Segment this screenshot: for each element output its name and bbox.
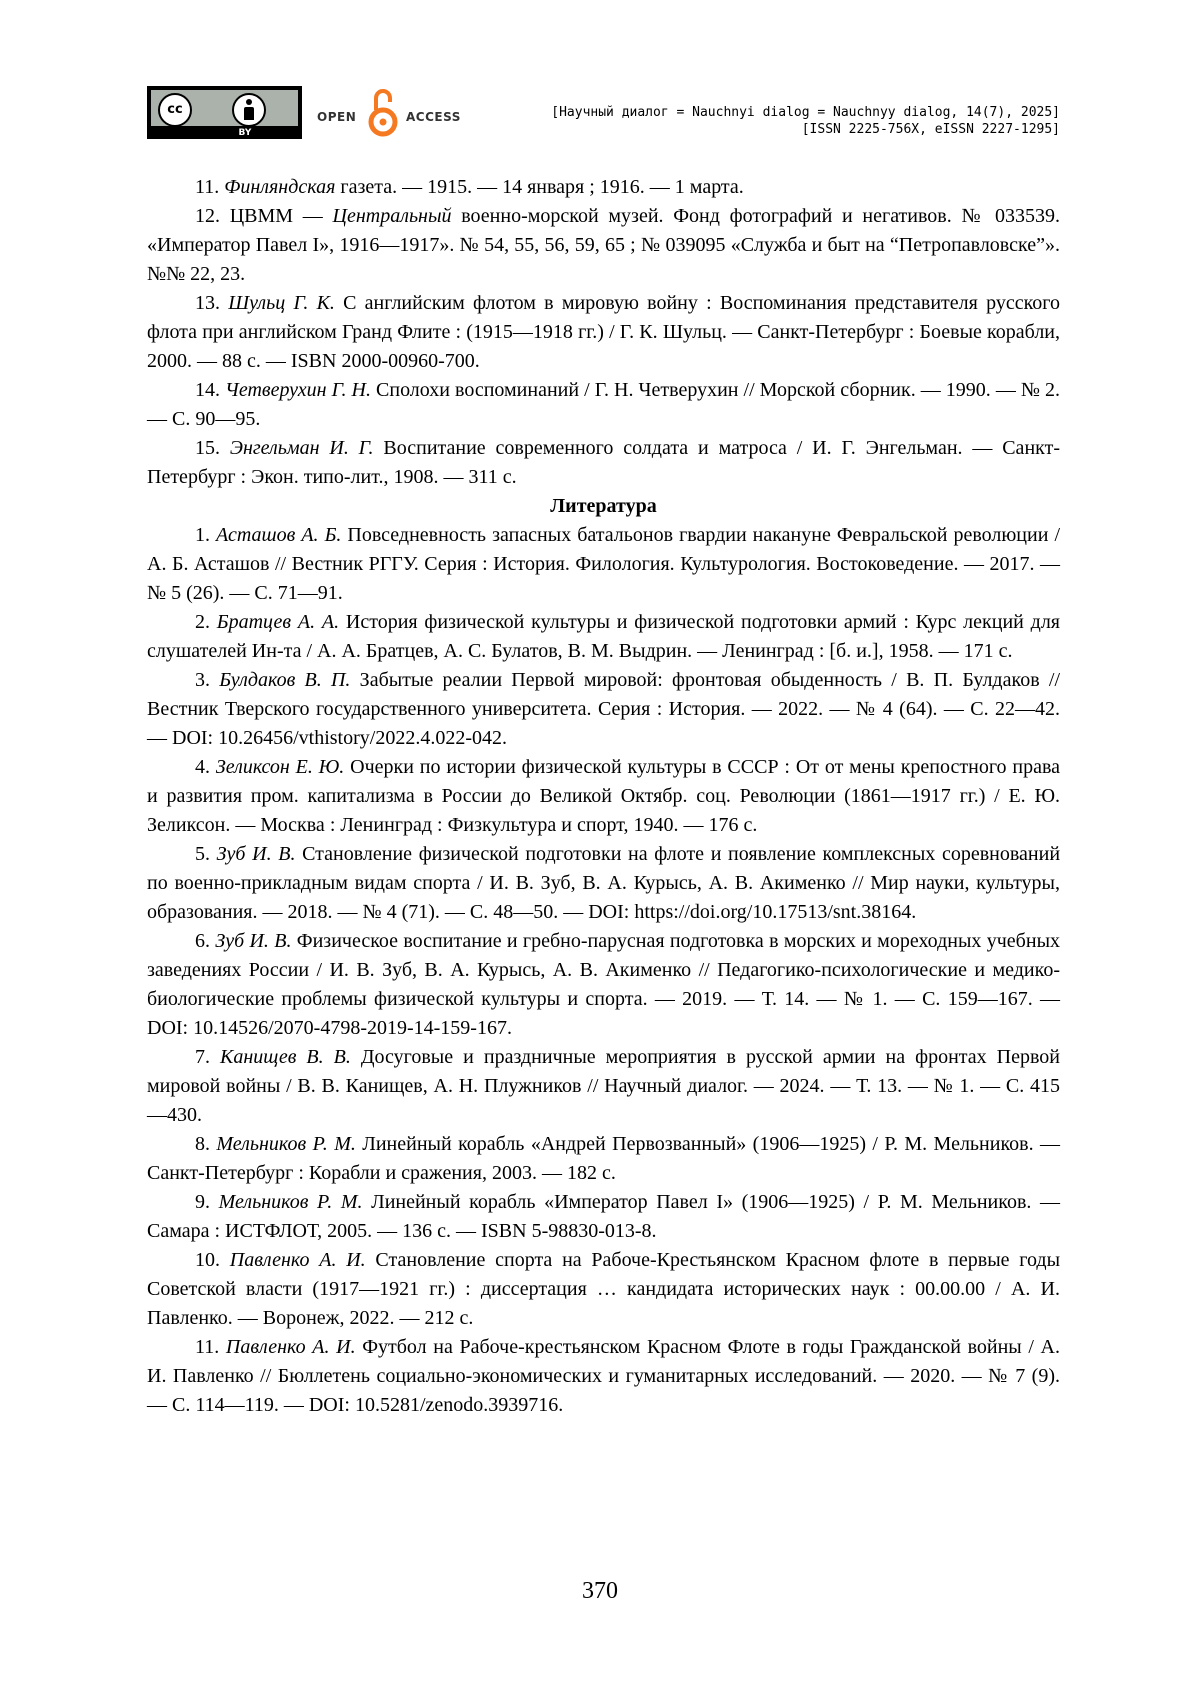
entry-author: Центральный <box>332 205 452 227</box>
entry-author: Энгельман И. Г. <box>229 437 374 459</box>
literature-entry <box>147 927 1060 1043</box>
entry-number: 8. <box>195 1133 217 1155</box>
entry-author: Финляндская <box>224 176 336 198</box>
entry-text: Становление спорта на Рабоче-Крестьянском Красном флоте в первые годы Советской власти (1917—1921 гг.) : диссертация … кандидата исторических наук : 00.00.00 / А. И. Павленко. — Воронеж, 2022. — 212 с. <box>147 1249 1061 1329</box>
entry-number: 6. <box>195 930 216 952</box>
literature-entry <box>147 840 1060 927</box>
entry-number: 10. <box>195 1249 230 1271</box>
source-entry <box>147 434 1060 492</box>
entry-author: Асташов А. Б. <box>216 524 342 546</box>
entry-number: 12. <box>195 205 230 227</box>
page-number: 370 <box>582 1578 618 1604</box>
open-access-lock-icon <box>368 86 398 138</box>
entry-text: газета. — 1915. — 14 января ; 1916. — 1 марта. <box>335 176 744 198</box>
entry-author: Павленко А. И. <box>229 1249 366 1271</box>
open-label: OPEN <box>317 110 357 124</box>
source-entry <box>147 289 1060 376</box>
literature-heading: Литература <box>550 495 657 517</box>
entry-number: 2. <box>195 611 217 633</box>
entry-text: Воспитание современного солдата и матроса / И. Г. Энгельман. — Санкт-Петербург : Экон. типо-лит., 1908. — 311 с. <box>147 437 1060 488</box>
person-body <box>244 107 254 120</box>
entry-text: Линейный корабль «Император Павел I» (1906—1925) / Р. М. Мельников. — Самара : ИСТФЛОТ, 2005. — 136 с. — ISBN 5-98830-013-8. <box>147 1191 1061 1242</box>
source-entry <box>147 173 1060 202</box>
entry-text: военно-морской музей. Фонд фотографий и негативов. № 033539. «Император Павел I», 1916—1917». № 54, 55, 56, 59, 65 ; № 039095 «Служба и быт на “Петропавловске”». №№ 22, 23. <box>147 205 1060 285</box>
literature-list <box>147 521 1060 1420</box>
journal-issn-line: [ISSN 2225-756X, eISSN 2227-1295] <box>801 122 1060 137</box>
entry-author: Павленко А. И. <box>225 1336 356 1358</box>
literature-entry <box>147 1043 1060 1130</box>
entry-number: 11. <box>195 1336 226 1358</box>
entry-number: 1. <box>195 524 217 546</box>
literature-entry <box>147 608 1060 666</box>
person-head <box>246 99 252 105</box>
entry-number: 3. <box>195 669 220 691</box>
entry-text: Линейный корабль «Андрей Первозванный» (1906—1925) / Р. М. Мельников. — Санкт-Петербург : Корабли и сражения, 2003. — 182 с. <box>147 1133 1061 1184</box>
entry-number: 11. <box>195 176 225 198</box>
open-access-logo[interactable] <box>317 86 467 142</box>
entry-number: 13. <box>195 292 229 314</box>
entry-author: Мельников Р. М. <box>216 1133 356 1155</box>
literature-entry <box>147 1130 1060 1188</box>
entry-number: 9. <box>195 1191 219 1213</box>
entry-number: 15. <box>195 437 230 459</box>
entry-text: С английским флотом в мировую войну : Воспоминания представителя русского флота при английском Гранд Флите : (1915—1918 гг.) / Г. К. Шульц. — Санкт-Петербург : Боевые корабли, 2000. — 88 с. — ISBN 2000-00960-700. <box>147 292 1060 372</box>
literature-entry <box>147 1246 1060 1333</box>
entry-text: Становление физической подготовки на флоте и появление комплексных соревнований по военно-прикладным видам спорта / И. В. Зуб, В. А. Курысь, А. В. Акименко // Мир науки, культуры, образования. — 2018. — № 4 (71). — С. 48—50. — DOI: https://doi.org/10.17513/snt.38164. <box>147 843 1061 923</box>
source-entry <box>147 202 1060 289</box>
page-header <box>147 86 1060 142</box>
entry-author: Зуб И. В. <box>216 843 296 865</box>
entry-number: 4. <box>195 756 216 778</box>
page-content <box>147 173 1060 1420</box>
literature-entry <box>147 753 1060 840</box>
entry-author: Мельников Р. М. <box>218 1191 363 1213</box>
journal-citation <box>500 104 1060 138</box>
attribution-person-icon <box>232 93 266 127</box>
entry-text: Сполохи воспоминаний / Г. Н. Четверухин // Морской сборник. — 1990. — № 2. — С. 90—95. <box>147 379 1061 430</box>
cc-by-license-badge[interactable] <box>147 86 302 139</box>
literature-entry <box>147 666 1060 753</box>
entry-author: Зеликсон Е. Ю. <box>215 756 345 778</box>
entry-text: Футбол на Рабоче-крестьянском Красном Флоте в годы Гражданской войны / А. И. Павленко // Бюллетень социально-экономических и гуманитарных исследований. — 2020. — № 7 (9). — С. 114—119. — DOI: 10.5281/zenodo.3939716. <box>147 1336 1060 1416</box>
entry-text: Физическое воспитание и гребно-парусная подготовка в морских и мореходных учебных заведениях России / И. В. Зуб, В. А. Курысь, А. В. Акименко // Педагогико-психологические и медико-биологические проблемы физической культуры и спорта. — 2019. — Т. 14. — № 1. — С. 159—167. — DOI: 10.14526/2070-4798-2019-14-159-167. <box>147 930 1061 1039</box>
literature-entry <box>147 521 1060 608</box>
entry-text: История физической культуры и физической подготовки армий : Курс лекций для слушателей Ин-та / А. А. Братцев, А. С. Булатов, В. М. Выдрин. — Ленинград : [б. и.], 1958. — 171 с. <box>147 611 1061 662</box>
source-entry <box>147 376 1060 434</box>
entry-number: 14. <box>195 379 226 401</box>
entry-author: Зуб И. В. <box>215 930 292 952</box>
cc-icon: cc <box>158 93 192 127</box>
entry-author: Четверухин Г. Н. <box>225 379 371 401</box>
entry-text: Очерки по истории физической культуры в СССР : От от мены крепостного права и развития пром. капитализма в России до Великой Октябр. соц. Революции (1861—1917 гг.) / Е. Ю. Зеликсон. — Москва : Ленинград : Физкультура и спорт, 1940. — 176 с. <box>147 756 1061 836</box>
entry-author: Булдаков В. П. <box>219 669 351 691</box>
entry-text: Забытые реалии Первой мировой: фронтовая обыденность / В. П. Булдаков // Вестник Тверского государственного университета. Серия : История. — 2022. — № 4 (64). — С. 22—42. — DOI: 10.26456/vthistory/2022.4.022-042. <box>147 669 1060 749</box>
entry-number: 7. <box>195 1046 221 1068</box>
entry-prefix: ЦВММ — <box>229 205 333 227</box>
literature-entry <box>147 1188 1060 1246</box>
access-label: ACCESS <box>406 110 461 124</box>
entry-number: 5. <box>195 843 217 865</box>
entry-text: Досуговые и праздничные мероприятия в русской армии на фронтах Первой мировой войны / В. В. Канищев, А. Н. Плужников // Научный диалог. — 2024. — Т. 13. — № 1. — С. 415—430. <box>147 1046 1061 1126</box>
entry-text: Повседневность запасных батальонов гвардии накануне Февральской революции / А. Б. Асташов // Вестник РГГУ. Серия : История. Филология. Культурология. Востоковедение. — 2017. — № 5 (26). — С. 71—91. <box>147 524 1060 604</box>
cc-badge-top <box>151 90 298 126</box>
literature-entry <box>147 1333 1060 1420</box>
entry-author: Канищев В. В. <box>220 1046 351 1068</box>
entry-author: Шульц Г. К. <box>228 292 335 314</box>
cc-by-label: BY <box>238 128 252 138</box>
journal-citation-line1: [Научный диалог = Nauchnyi dialog = Nauchnyy dialog, 14(7), 2025] <box>551 105 1060 120</box>
entry-author: Братцев А. А. <box>216 611 340 633</box>
sources-list <box>147 173 1060 492</box>
